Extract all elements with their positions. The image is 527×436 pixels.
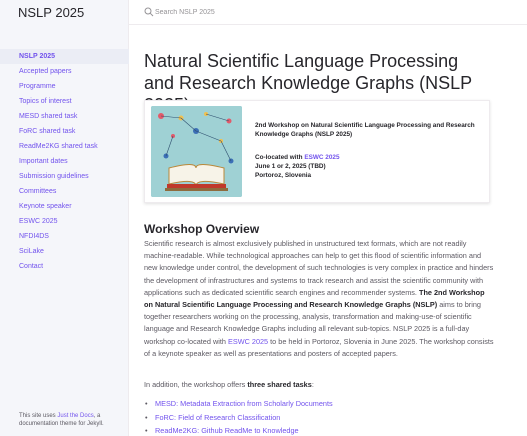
sidebar-item-topics[interactable]: Topics of interest [19,98,72,105]
search-input[interactable] [155,5,455,19]
sidebar-item-mesd[interactable]: MESD shared task [19,113,78,120]
overview-paragraph [144,238,494,360]
overview-heading: Workshop Overview [144,222,260,236]
shared-tasks-bold: three shared tasks [247,380,312,389]
task-link-forc[interactable]: • FoRC: Field of Research Classification [155,411,333,425]
workshop-location: Portoroz, Slovenia [255,172,312,179]
workshop-date: June 1 or 2, 2025 (TBD) [255,163,326,170]
colocated-prefix: Co-located with [255,154,303,161]
sidebar-nav [0,49,129,274]
task-link-mesd[interactable]: • MESD: Metadata Extraction from Scholarly Documents [155,397,333,411]
page-title: Natural Scientific Language Processing and Research Knowledge Graphs (NSLP [144,51,472,93]
shared-tasks-suffix: : [311,380,314,389]
just-the-docs-link[interactable]: Just the Docs [57,413,94,419]
sidebar-item-nfdi4ds[interactable]: NFDI4DS [19,233,49,240]
workshop-bold-name: The 2nd Workshop on Natural Scientific Language Processing and Research Knowledge Graphs (NSLP) [144,287,485,310]
sidebar [0,0,129,436]
sidebar-item-committees[interactable]: Committees [19,188,57,195]
footer-suffix: , a documentation theme for Jekyll. [19,413,104,427]
sidebar-item-nslp-2025[interactable]: NSLP 2025 [0,49,129,64]
task-link-readme2kg[interactable]: • ReadMe2KG: Github ReadMe to Knowledge [155,424,333,436]
footer-prefix: This site uses [19,413,56,419]
sidebar-item-submission[interactable]: Submission guidelines [19,173,89,180]
footer-note [19,412,119,428]
overview-text-2: aims to bring together researchers working on the processing, analysis, transformation and making-use-of scientific language and Research Knowledge Graphs including all relevant sub-topics. NSLP 2025 is a full-day workshop co-located with [144,300,481,346]
shared-tasks-list [155,397,333,436]
site-title[interactable]: NSLP 2025 [18,5,85,20]
workshop-info [255,121,485,180]
sidebar-item-forc[interactable]: FoRC shared task [19,128,76,135]
sidebar-item-important-dates[interactable]: Important dates [19,158,68,165]
workshop-name: 2nd Workshop on Natural Scientific Language Processing and Research Knowledge Graphs (NSLP 2025) [255,122,475,138]
overview-text: Scientific research is almost exclusively published in unstructured text formats, which are not readily machine-readable. While technological approaches can help to get this flood of scientific information and new knowledge under control, the development of such technologies is very complex in practice and hinders the development of infrastructures and systems to track research and assist the scientific community with applications such as dedicated scientific search engines and recommender systems. [144,239,494,297]
sidebar-item-keynote[interactable]: Keynote speaker [19,203,72,210]
sidebar-item-accepted-papers[interactable]: Accepted papers [19,68,72,75]
shared-tasks-intro [144,379,494,391]
header [129,0,527,25]
sidebar-item-eswc[interactable]: ESWC 2025 [19,218,58,225]
workshop-illustration [151,106,242,197]
info-card [144,100,490,203]
eswc-inline-link[interactable]: ESWC 2025 [227,336,269,346]
sidebar-item-scilake[interactable]: SciLake [19,248,44,255]
search-icon [144,7,154,17]
sidebar-item-readme2kg[interactable]: ReadMe2KG shared task [19,143,98,150]
sidebar-item-programme[interactable]: Programme [19,83,56,90]
overview-text-3: to be held in Portoroz, Slovenia in June 2025. The workshop consists of a keynote speaker as well as presentations and posters of accepted papers. [144,336,494,358]
colocated-line [255,153,485,162]
eswc-link[interactable]: ESWC 2025 [304,154,340,161]
shared-tasks-prefix: In addition, the workshop offers [144,380,246,389]
sidebar-item-contact[interactable]: Contact [19,263,44,270]
